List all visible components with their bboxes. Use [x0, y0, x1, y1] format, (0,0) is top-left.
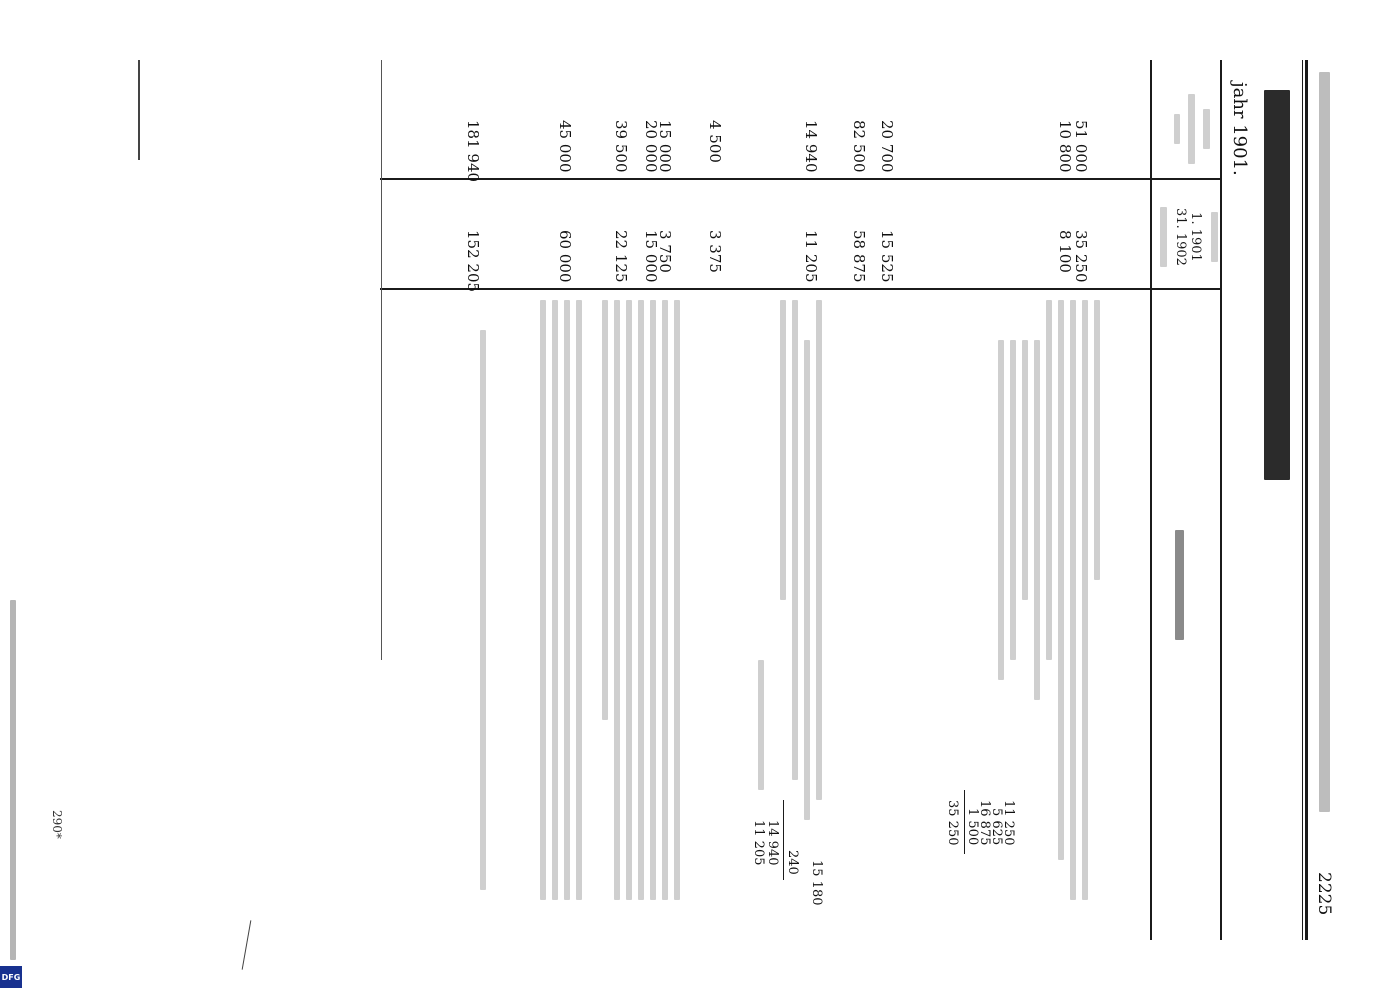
- explanation-title-8: [534, 300, 582, 920]
- col2-col3-divider: [380, 288, 1222, 290]
- title1-sum-rule: [964, 790, 965, 854]
- title4-three-quarter-amount: 11 205: [751, 820, 766, 866]
- scan-mark: [242, 920, 252, 969]
- col2-header-day: 1: [1188, 212, 1203, 221]
- col3-header: [1175, 530, 1184, 640]
- col2-value: 3 750: [656, 230, 674, 273]
- col1-value: 45 000: [556, 120, 574, 173]
- col2-value: 35 250: [1072, 230, 1090, 283]
- col1-value: 15 000: [656, 120, 674, 173]
- col1-value: 10 800: [1056, 120, 1074, 173]
- col1-value: 4 500: [706, 120, 724, 163]
- explanation-title-6: [596, 300, 680, 920]
- col1-value: 20 700: [878, 120, 896, 173]
- col2-value: 15 000: [642, 230, 660, 283]
- col2-header-year1: 1901: [1188, 228, 1203, 262]
- title4-amount: 15 180: [809, 860, 824, 906]
- col2-header-year2: 1902: [1173, 232, 1188, 266]
- col1-value: 39 500: [612, 120, 630, 173]
- section-title: [1264, 90, 1290, 480]
- col1-value: 82 500: [850, 120, 868, 173]
- col1-header: [1166, 70, 1210, 188]
- col2-value: 152 205: [464, 230, 482, 293]
- header-rule-thick: [1305, 60, 1308, 940]
- col1-value: 181 940: [464, 120, 482, 183]
- title1-amount: 5 625: [989, 808, 1004, 846]
- col2-header: 1. 1901 31. 1902: [1118, 178, 1218, 296]
- explanation-title-4: [774, 300, 822, 840]
- col2-value: 11 205: [802, 230, 820, 283]
- rotated-page-content: [270, 60, 1334, 940]
- table-top-rule: [1220, 60, 1222, 940]
- col1-value: 14 940: [802, 120, 820, 173]
- title4-three-quarter-label: [758, 660, 764, 790]
- title1-total: 35 250: [945, 800, 960, 846]
- col2-value: 8 100: [1056, 230, 1074, 273]
- col2-value: 22 125: [612, 230, 630, 283]
- title4-sum-rule: [783, 800, 784, 880]
- page-number: 2225: [1314, 872, 1334, 916]
- year-line: jahr 1901.: [1229, 82, 1250, 176]
- closing-note: [480, 330, 486, 890]
- col2-header-day2: 31: [1173, 208, 1188, 225]
- title1-amount: 11 250: [1001, 800, 1016, 846]
- title4-deduction: 240: [785, 850, 800, 875]
- col2-value: 15 525: [878, 230, 896, 283]
- sheet-mark: 290*: [50, 810, 64, 839]
- header-bottom-rule: [1150, 60, 1152, 940]
- header-rule-thin: [1302, 60, 1303, 940]
- col2-value: 3 375: [706, 230, 724, 273]
- running-header-text: [1319, 72, 1330, 812]
- scan-mark: [138, 60, 140, 160]
- col1-value: 20 000: [642, 120, 660, 173]
- col2-value: 60 000: [556, 230, 574, 283]
- title1-amount: 16 875: [977, 800, 992, 846]
- title1-amount: 1 500: [965, 808, 980, 846]
- table-bottom-rule: [381, 60, 382, 660]
- col1-value: 51 000: [1072, 120, 1090, 173]
- col1-col2-divider: [380, 178, 1222, 180]
- col2-value: 58 875: [850, 230, 868, 283]
- title4-result: 14 940: [765, 820, 780, 866]
- digitization-note: [2, 600, 22, 990]
- dfg-logo: DFG: [0, 966, 22, 988]
